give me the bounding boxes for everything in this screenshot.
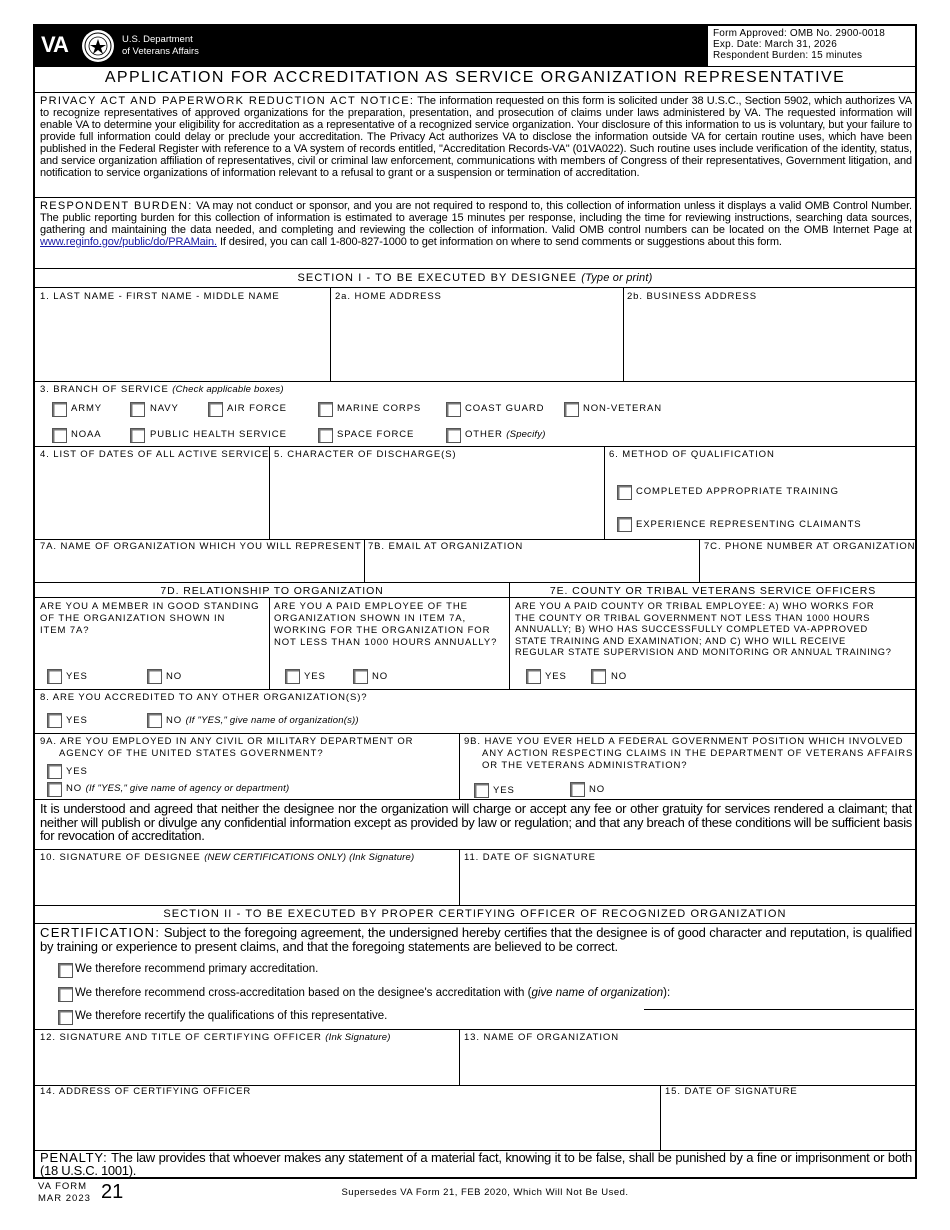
field10-label	[40, 852, 414, 864]
marine-corps-checkbox[interactable]	[318, 402, 333, 417]
f9a-no-checkbox[interactable]	[47, 782, 62, 797]
cert-body: Subject to the foregoing agreement, the undersigned hereby certifies that the designee is of good character and reputation, is qualified by training or experience to present claims, and that the foregoing statements are believed to be correct.	[40, 925, 913, 954]
penalty-heading: PENALTY:	[40, 1150, 108, 1165]
marine-corps-label: MARINE CORPS	[337, 403, 422, 414]
cross-italic: give name of organization	[531, 987, 664, 999]
recertify-checkbox[interactable]	[58, 1010, 73, 1025]
completed-training-checkbox[interactable]	[617, 485, 632, 500]
q-member-line2: OF THE ORGANIZATION SHOWN IN	[40, 612, 226, 624]
space-force-checkbox[interactable]	[318, 428, 333, 443]
navy-checkbox[interactable]	[130, 402, 145, 417]
certification-text	[40, 926, 912, 954]
officer-address-input[interactable]	[37, 1101, 657, 1147]
cross-accreditation-checkbox[interactable]	[58, 987, 73, 1002]
field12-text: 12. SIGNATURE AND TITLE OF CERTIFYING OFFICER	[40, 1032, 322, 1043]
army-checkbox[interactable]	[52, 402, 67, 417]
field13-label: 13. NAME OF ORGANIZATION	[464, 1032, 619, 1043]
public-health-checkbox[interactable]	[130, 428, 145, 443]
field7c-label: 7C. PHONE NUMBER AT ORGANIZATION	[704, 541, 916, 552]
paid-yes-checkbox[interactable]	[285, 669, 300, 684]
field7e-label: 7E. COUNTY OR TRIBAL VETERANS SERVICE OFFICERS	[549, 585, 877, 597]
omb-box	[707, 26, 915, 66]
completed-training-label: COMPLETED APPROPRIATE TRAINING	[636, 486, 839, 497]
field10-note: (NEW CERTIFICATIONS ONLY) (Ink Signature)	[204, 852, 415, 863]
paid-yes-label: YES	[304, 671, 326, 682]
section1-title	[35, 272, 915, 284]
f9b-no-label: NO	[589, 784, 606, 795]
f8-no-text: NO	[166, 715, 183, 726]
q-paid-line4: NOT LESS THAN 1000 HOURS ANNUALLY?	[274, 636, 498, 648]
officer-date-input[interactable]	[663, 1101, 912, 1147]
exp-date: Exp. Date: March 31, 2026	[713, 39, 837, 50]
form-title: APPLICATION FOR ACCREDITATION AS SERVICE ORGANIZATION REPRESENTATIVE	[104, 69, 846, 86]
f9a-yes-label: YES	[66, 766, 88, 777]
f9b-no-checkbox[interactable]	[570, 782, 585, 797]
penalty-text	[40, 1152, 912, 1177]
cross-pre: We therefore recommend cross-accreditation based on the designee's accreditation with (	[75, 987, 532, 999]
air-force-checkbox[interactable]	[208, 402, 223, 417]
field3-label-text: 3. BRANCH OF SERVICE	[40, 384, 169, 395]
f9b-line3: OR THE VETERANS ADMINISTRATION?	[482, 759, 688, 771]
member-no-label: NO	[166, 671, 183, 682]
field3-label	[40, 384, 284, 396]
coast-guard-label: COAST GUARD	[465, 403, 545, 414]
dept-line1: U.S. Department	[122, 34, 193, 45]
field5-label: 5. CHARACTER OF DISCHARGE(S)	[274, 449, 457, 460]
va-seal-icon	[81, 29, 115, 63]
q-county-line3: ANNUALLY; B) WHO HAS SUCCESSFULLY COMPLETED VA-APPROVED	[515, 624, 868, 635]
section1-title-note: (Type or print)	[581, 272, 653, 284]
q-county	[515, 601, 892, 659]
dept-line2: of Veterans Affairs	[122, 46, 199, 57]
county-yes-label: YES	[545, 671, 567, 682]
q-paid-line3: WORKING FOR THE ORGANIZATION FOR	[274, 624, 491, 636]
county-yes-checkbox[interactable]	[526, 669, 541, 684]
other-label-text: OTHER	[465, 429, 503, 440]
f9b-yes-label: YES	[493, 785, 515, 796]
field10-text: 10. SIGNATURE OF DESIGNEE	[40, 852, 201, 863]
field4-label: 4. LIST OF DATES OF ALL ACTIVE SERVICE	[40, 449, 270, 460]
navy-label: NAVY	[150, 403, 179, 414]
home-address-input[interactable]	[333, 304, 621, 378]
primary-accreditation-label: We therefore recommend primary accreditation.	[75, 963, 319, 975]
f9b-line1: 9B. HAVE YOU EVER HELD A FEDERAL GOVERNMENT POSITION WHICH INVOLVED	[464, 736, 904, 747]
other-checkbox[interactable]	[446, 428, 461, 443]
experience-label: EXPERIENCE REPRESENTING CLAIMANTS	[636, 519, 862, 530]
field7b-label: 7B. EMAIL AT ORGANIZATION	[368, 541, 524, 552]
q-paid	[274, 601, 497, 649]
q-paid-line1: ARE YOU A PAID EMPLOYEE OF THE	[274, 601, 468, 612]
cert-heading: CERTIFICATION:	[40, 925, 161, 940]
f9a-no-text: NO	[66, 783, 83, 794]
footer-supersedes: Supersedes VA Form 21, FEB 2020, Which Will Not Be Used.	[341, 1187, 629, 1198]
county-no-checkbox[interactable]	[591, 669, 606, 684]
field11-label: 11. DATE OF SIGNATURE	[464, 852, 596, 863]
cross-org-input[interactable]	[644, 991, 914, 1010]
county-no-label: NO	[611, 671, 628, 682]
privacy-heading: PRIVACY ACT AND PAPERWORK REDUCTION ACT NOTICE:	[40, 95, 415, 107]
q-member-line3: ITEM 7A?	[40, 624, 90, 636]
member-yes-checkbox[interactable]	[47, 669, 62, 684]
agreement-text: It is understood and agreed that neither the designee nor the organization will charge or accept any fee or other gratuity for services rendered a claimant; that neither will publish or divulge any confidential information except as provided by law or regulation; and that any breach of these conditions will be sufficient basis for revocation of accreditation.	[40, 801, 912, 843]
org-name-input[interactable]	[462, 1046, 912, 1082]
coast-guard-checkbox[interactable]	[446, 402, 461, 417]
f9a-no-note: (If "YES," give name of agency or department)	[85, 783, 290, 794]
field9b-label	[464, 736, 913, 772]
noaa-label: NOAA	[71, 429, 102, 440]
paid-no-checkbox[interactable]	[353, 669, 368, 684]
footer-date: MAR 2023	[38, 1193, 91, 1204]
footer-form-number: 21	[101, 1181, 124, 1203]
member-no-checkbox[interactable]	[147, 669, 162, 684]
field2b-label: 2b. BUSINESS ADDRESS	[627, 291, 757, 302]
burden-heading: RESPONDENT BURDEN:	[40, 200, 193, 212]
burden-body-post: If desired, you can call 1-800-827-1000 to get information on where to send comments or suggestions about this form.	[219, 236, 782, 248]
army-label: ARMY	[71, 403, 103, 414]
business-address-input[interactable]	[626, 304, 913, 378]
q-county-line1: ARE YOU A PAID COUNTY OR TRIBAL EMPLOYEE: A) WHO WORKS FOR	[515, 601, 875, 611]
f9a-line2: AGENCY OF THE UNITED STATES GOVERNMENT?	[59, 747, 324, 759]
experience-checkbox[interactable]	[617, 517, 632, 532]
q-member-line1: ARE YOU A MEMBER IN GOOD STANDING	[40, 601, 260, 612]
field8-label: 8. ARE YOU ACCREDITED TO ANY OTHER ORGANIZATION(S)?	[40, 692, 368, 703]
q-county-line2: THE COUNTY OR TRIBAL GOVERNMENT NOT LESS THAN 1000 HOURS	[515, 612, 871, 623]
respondent-burden: Respondent Burden: 15 minutes	[713, 50, 863, 61]
noaa-checkbox[interactable]	[52, 428, 67, 443]
footer-va-form: VA FORM	[38, 1181, 88, 1192]
f8-no-note: (If "YES," give name of organization(s))	[185, 715, 359, 726]
omb-number: Form Approved: OMB No. 2900-0018	[713, 28, 886, 39]
public-health-label: PUBLIC HEALTH SERVICE	[150, 429, 287, 440]
field9a-label	[40, 736, 413, 760]
f8-yes-checkbox[interactable]	[47, 713, 62, 728]
penalty-body: The law provides that whoever makes any statement of a material fact, knowing it to be false, shall be punished by a fine or imprisonment or both (18 U.S.C. 1001).	[40, 1150, 912, 1178]
non-veteran-label: NON-VETERAN	[583, 403, 663, 414]
designee-date-input[interactable]	[462, 866, 912, 902]
field12-label	[40, 1032, 391, 1044]
va-logo: VA	[41, 32, 68, 57]
field12-note: (Ink Signature)	[325, 1032, 391, 1043]
f9a-line1: 9A. ARE YOU EMPLOYED IN ANY CIVIL OR MILITARY DEPARTMENT OR	[40, 736, 414, 747]
privacy-body: The information requested on this form is solicited under 38 U.S.C., Section 5902, which authorizes VA to recognize representatives of approved organizations for the preparation, presentation, and prosecution of claims under laws administered by VA. The requested information will enable VA to determine your eligibility for accreditation as a representative of a recognized service organization. Your disclosure of this information to us is voluntary, but your failure to provide full information could delay or preclude your accreditation. The Privacy Act authorizes VA to disclose the information outside VA for certain routine uses, which have been published in the Federal Register with reference to a VA system of records entitled, "Accreditation Records-VA" (01VA022). Such routine uses include verification of the identity, status, and service organization affiliation of representatives, civil or criminal law enforcement, communications with members of Congress of their representatives, Government litigation, and notification to service organizations of information relevant to a refusal to grant or a suspension or termination of accreditation.	[40, 95, 912, 179]
member-yes-label: YES	[66, 671, 88, 682]
f9a-yes-checkbox[interactable]	[47, 764, 62, 779]
f9a-no-label	[66, 783, 289, 795]
omb-link[interactable]: www.reginfo.gov/public/do/PRAMain.	[40, 236, 217, 248]
field2a-label: 2a. HOME ADDRESS	[335, 291, 442, 302]
cross-post: ):	[663, 987, 671, 999]
section1-title-text: SECTION I - TO BE EXECUTED BY DESIGNEE	[297, 272, 578, 284]
field6-label: 6. METHOD OF QUALIFICATION	[609, 449, 775, 460]
q-paid-line2: ORGANIZATION SHOWN IN ITEM 7A,	[274, 612, 467, 624]
section2-title: SECTION II - TO BE EXECUTED BY PROPER CERTIFYING OFFICER OF RECOGNIZED ORGANIZATION	[163, 908, 787, 920]
other-note: (Specify)	[506, 429, 546, 440]
privacy-notice	[40, 95, 912, 179]
other-label	[465, 429, 546, 441]
f9b-line2: ANY ACTION RESPECTING CLAIMS IN THE DEPARTMENT OF VETERANS AFFAIRS	[482, 747, 914, 759]
cross-accreditation-label	[75, 987, 670, 999]
officer-signature-input[interactable]	[37, 1046, 457, 1082]
paid-no-label: NO	[372, 671, 389, 682]
q-county-line4: STATE TRAINING AND EXAMINATION; AND C) WHO WILL RECEIVE	[515, 635, 846, 646]
designee-signature-input[interactable]	[37, 866, 457, 902]
air-force-label: AIR FORCE	[227, 403, 287, 414]
recertify-label: We therefore recertify the qualifications of this representative.	[75, 1010, 388, 1022]
primary-accreditation-checkbox[interactable]	[58, 963, 73, 978]
field3-note: (Check applicable boxes)	[172, 384, 284, 395]
field7a-label: 7A. NAME OF ORGANIZATION WHICH YOU WILL REPRESENT	[40, 541, 362, 552]
field7d-label: 7D. RELATIONSHIP TO ORGANIZATION	[160, 585, 384, 597]
f8-no-checkbox[interactable]	[147, 713, 162, 728]
respondent-burden-notice	[40, 200, 912, 248]
header-bar	[35, 26, 707, 66]
q-county-line5: REGULAR STATE SUPERVISION AND MONITORING OR ANNUAL TRAINING?	[515, 647, 892, 658]
f8-no-label	[166, 715, 359, 727]
f9b-yes-checkbox[interactable]	[474, 783, 489, 798]
field15-label: 15. DATE OF SIGNATURE	[665, 1086, 798, 1097]
f8-yes-label: YES	[66, 715, 88, 726]
va-form-21	[33, 24, 917, 1179]
burden-body-pre: VA may not conduct or sponsor, and you are not required to respond to, this collection of information unless it displays a valid OMB Control Number. The public reporting burden for this collection of information is estimated to average 15 minutes per response, including the time for reviewing instructions, searching data sources, gathering and maintaining the data needed, and completing and reviewing the collection of information. Valid OMB control numbers can be located on the OMB Internet Page at	[40, 200, 912, 236]
field1-label: 1. LAST NAME - FIRST NAME - MIDDLE NAME	[40, 291, 280, 302]
field14-label: 14. ADDRESS OF CERTIFYING OFFICER	[40, 1086, 252, 1097]
non-veteran-checkbox[interactable]	[564, 402, 579, 417]
q-member	[40, 601, 259, 637]
space-force-label: SPACE FORCE	[337, 429, 415, 440]
name-input[interactable]	[37, 304, 327, 378]
